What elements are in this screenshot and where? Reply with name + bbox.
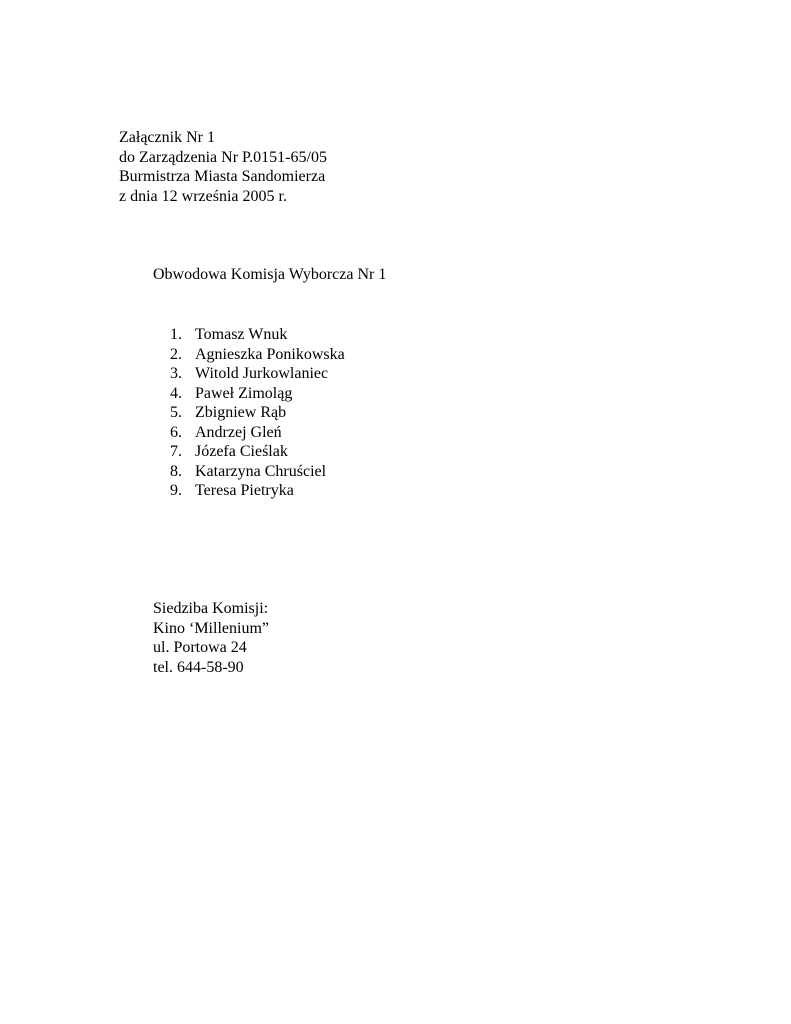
list-item-number: 3. — [170, 365, 182, 382]
list-item-number: 5. — [170, 404, 182, 421]
list-item — [170, 462, 345, 482]
list-item-number: 4. — [170, 384, 182, 402]
list-item — [170, 403, 345, 423]
member-name: Józefa Cieślak — [195, 443, 288, 460]
annex-number: Załącznik Nr 1 — [119, 129, 215, 146]
member-name: Andrzej Gleń — [195, 423, 282, 441]
list-item — [170, 325, 345, 345]
member-name: Agnieszka Ponikowska — [195, 345, 345, 363]
member-name: Paweł Zimoląg — [195, 384, 293, 402]
member-name: Witold Jurkowlaniec — [195, 365, 329, 382]
member-name: Tomasz Wnuk — [195, 326, 288, 343]
seat-phone: tel. 644-58-90 — [153, 658, 244, 676]
member-name: Katarzyna Chruściel — [195, 462, 327, 480]
member-name: Zbigniew Rąb — [195, 404, 287, 421]
list-item-number: 8. — [170, 462, 182, 480]
issuing-authority: Burmistrza Miasta Sandomierza — [119, 168, 326, 185]
list-item-number: 7. — [170, 443, 182, 460]
members-list — [170, 325, 345, 501]
list-item — [170, 481, 345, 501]
commission-title: Obwodowa Komisja Wyborcza Nr 1 — [153, 266, 387, 283]
seat-label: Siedziba Komisji: — [153, 600, 269, 617]
list-item — [170, 345, 345, 365]
commission-seat — [153, 599, 269, 677]
seat-address: ul. Portowa 24 — [153, 639, 247, 656]
seat-place: Kino ‘Millenium” — [153, 619, 269, 637]
ordinance-date: z dnia 12 września 2005 r. — [119, 187, 287, 205]
member-name: Teresa Pietryka — [195, 482, 294, 499]
list-item-number: 1. — [170, 326, 182, 343]
list-item-number: 9. — [170, 482, 182, 499]
list-item — [170, 423, 345, 443]
ordinance-reference: do Zarządzenia Nr P.0151-65/05 — [119, 148, 327, 166]
list-item — [170, 442, 345, 462]
list-item — [170, 364, 345, 384]
list-item-number: 2. — [170, 345, 182, 363]
annex-header — [119, 128, 327, 206]
list-item — [170, 384, 345, 404]
list-item-number: 6. — [170, 423, 182, 441]
